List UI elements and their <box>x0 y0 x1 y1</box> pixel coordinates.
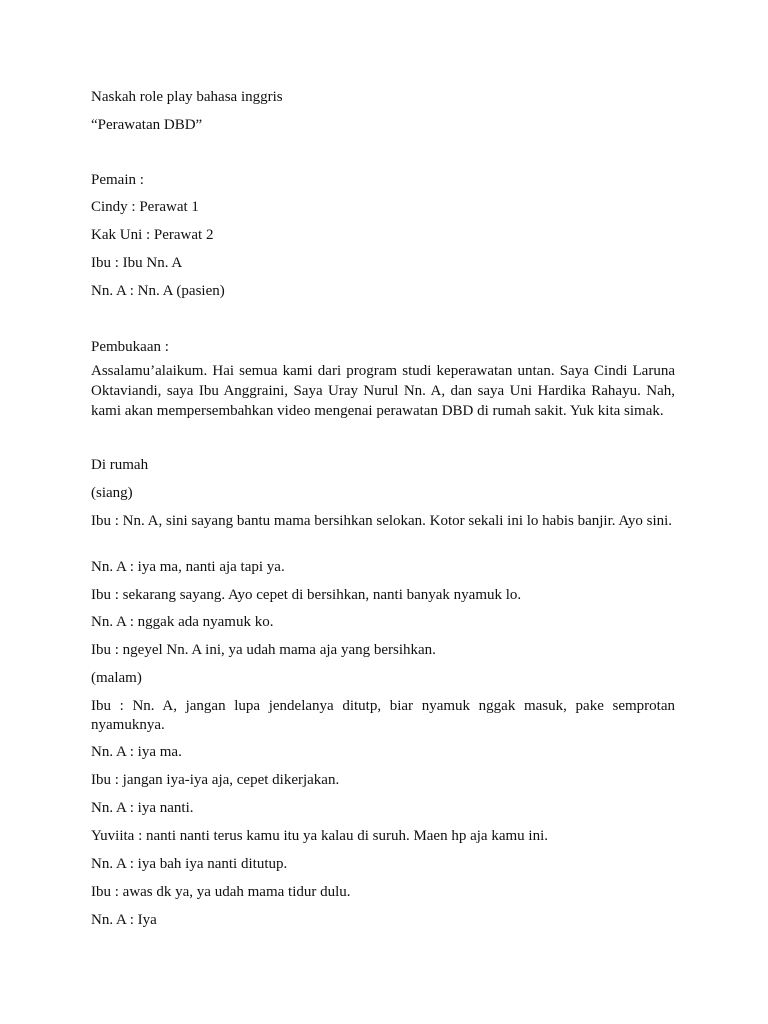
cast-item: Kak Uni : Perawat 2 <box>91 227 214 243</box>
cast-item: Cindy : Perawat 1 <box>91 199 199 215</box>
dialogue-line: Nn. A : Iya <box>91 912 157 928</box>
scene-time: (siang) <box>91 485 133 501</box>
dialogue-line: Ibu : awas dk ya, ya udah mama tidur dulu. <box>91 884 351 900</box>
dialogue-line: Nn. A : iya nanti. <box>91 800 194 816</box>
dialogue-line: Nn. A : nggak ada nyamuk ko. <box>91 614 274 630</box>
cast-item: Nn. A : Nn. A (pasien) <box>91 283 225 299</box>
dialogue-line: Nn. A : iya ma. <box>91 744 182 760</box>
scene-heading: Di rumah <box>91 457 149 473</box>
cast-heading: Pemain : <box>91 172 144 188</box>
dialogue-line: Nn. A : iya ma, nanti aja tapi ya. <box>91 559 285 575</box>
dialogue-line: Ibu : sekarang sayang. Ayo cepet di bersihkan, nanti banyak nyamuk lo. <box>91 587 522 603</box>
dialogue-line: Nn. A : iya bah iya nanti ditutup. <box>91 856 288 872</box>
cast-item: Ibu : Ibu Nn. A <box>91 255 183 271</box>
dialogue-line: Ibu : jangan iya-iya aja, cepet dikerjakan. <box>91 772 340 788</box>
doc-subtitle: “Perawatan DBD” <box>91 117 203 133</box>
opening-paragraph: Assalamu’alaikum. Hai semua kami dari program studi keperawatan untan. Saya Cindi Laruna Oktaviandi, saya Ibu Anggraini, Saya Uray Nurul Nn. A, dan saya Uni Hardika Rahayu. Nah, kami akan mempersembahkan video mengenai perawatan DBD di rumah sakit. Yuk kita simak. <box>91 363 675 419</box>
dialogue-line: Yuviita : nanti nanti terus kamu itu ya kalau di suruh. Maen hp aja kamu ini. <box>91 828 548 844</box>
dialogue-line: Ibu : ngeyel Nn. A ini, ya udah mama aja yang bersihkan. <box>91 642 436 658</box>
dialogue-line: Ibu : Nn. A, sini sayang bantu mama bersihkan selokan. Kotor sekali ini lo habis banjir. Ayo sini. <box>91 513 673 529</box>
doc-title: Naskah role play bahasa inggris <box>91 89 283 105</box>
dialogue-line: Ibu : Nn. A, jangan lupa jendelanya ditutp, biar nyamuk nggak masuk, pake semprotan nyamuknya. <box>91 698 675 733</box>
opening-heading: Pembukaan : <box>91 339 169 355</box>
scene-time: (malam) <box>91 670 142 686</box>
